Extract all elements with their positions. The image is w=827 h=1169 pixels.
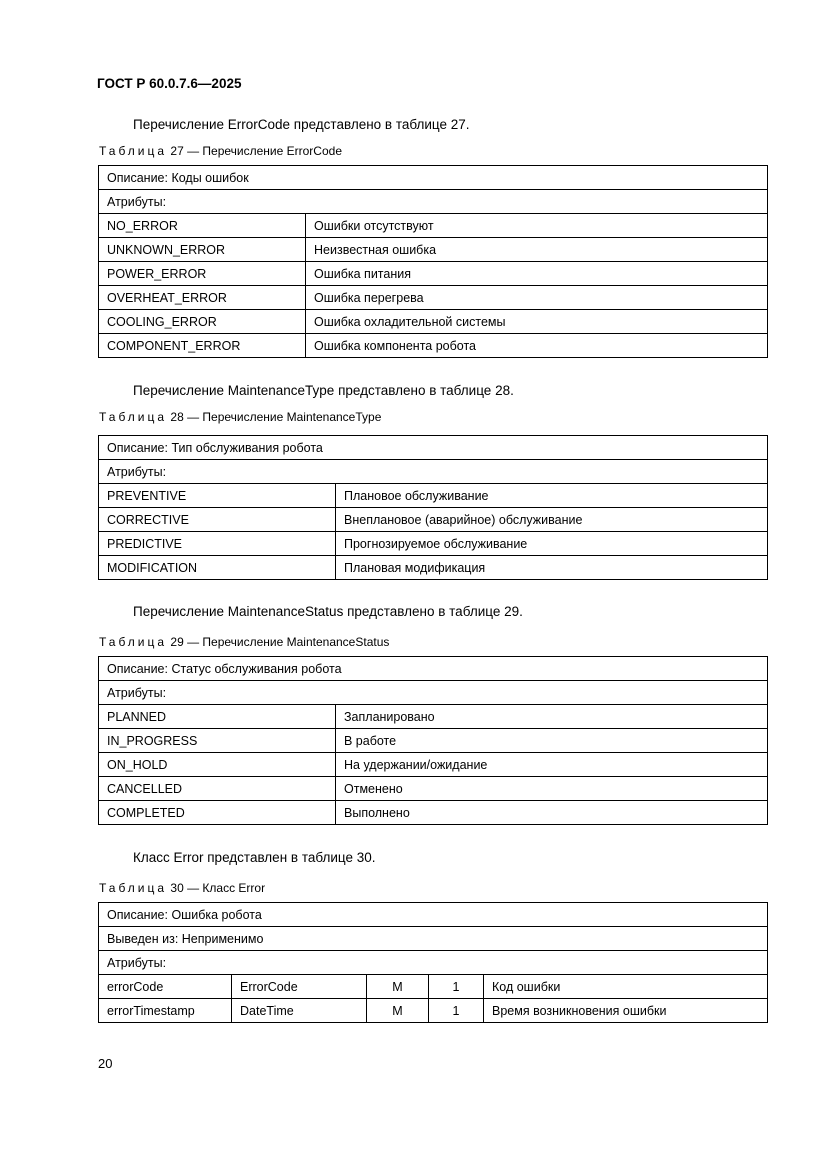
enum-value-cell: NO_ERROR	[99, 214, 306, 238]
table-row	[99, 951, 768, 975]
table-row	[99, 286, 768, 310]
attr-multiplicity-cell: 1	[429, 975, 484, 999]
table-row	[99, 975, 768, 999]
enum-value-cell: OVERHEAT_ERROR	[99, 286, 306, 310]
description-cell: Описание: Тип обслуживания робота	[99, 436, 768, 460]
table-row	[99, 999, 768, 1023]
attributes-label-cell: Атрибуты:	[99, 951, 768, 975]
table-row	[99, 753, 768, 777]
table-row	[99, 681, 768, 705]
caption-word: Таблица	[99, 881, 168, 895]
enum-value-cell: COOLING_ERROR	[99, 310, 306, 334]
table-row	[99, 214, 768, 238]
description-cell: Описание: Ошибка робота	[99, 903, 768, 927]
enum-value-cell: ON_HOLD	[99, 753, 336, 777]
enum-value-cell: IN_PROGRESS	[99, 729, 336, 753]
attr-obligation-cell: M	[367, 999, 429, 1023]
intro-table-27: Перечисление ErrorCode представлено в таблице 27.	[133, 117, 470, 132]
table-row	[99, 190, 768, 214]
table-row	[99, 801, 768, 825]
attr-name-cell: errorCode	[99, 975, 232, 999]
enum-desc-cell: Запланировано	[336, 705, 768, 729]
table-27	[98, 165, 768, 358]
table-row	[99, 705, 768, 729]
intro-table-30: Класс Error представлен в таблице 30.	[133, 850, 376, 865]
attr-name-cell: errorTimestamp	[99, 999, 232, 1023]
table-28	[98, 435, 768, 580]
table-row	[99, 532, 768, 556]
table-row	[99, 334, 768, 358]
enum-desc-cell: В работе	[336, 729, 768, 753]
enum-value-cell: CANCELLED	[99, 777, 336, 801]
table-row	[99, 777, 768, 801]
table-row	[99, 508, 768, 532]
enum-value-cell: MODIFICATION	[99, 556, 336, 580]
attr-desc-cell: Код ошибки	[484, 975, 768, 999]
caption-text: 29 — Перечисление MaintenanceStatus	[170, 635, 390, 649]
table-row	[99, 436, 768, 460]
enum-desc-cell: Ошибка охладительной системы	[306, 310, 768, 334]
intro-table-29: Перечисление MaintenanceStatus представлено в таблице 29.	[133, 604, 523, 619]
enum-value-cell: PREVENTIVE	[99, 484, 336, 508]
enum-desc-cell: Внеплановое (аварийное) обслуживание	[336, 508, 768, 532]
enum-value-cell: COMPONENT_ERROR	[99, 334, 306, 358]
caption-table-30	[99, 881, 265, 895]
enum-desc-cell: На удержании/ожидание	[336, 753, 768, 777]
enum-value-cell: UNKNOWN_ERROR	[99, 238, 306, 262]
table-row	[99, 460, 768, 484]
caption-table-28	[99, 410, 381, 424]
page-number: 20	[98, 1056, 113, 1071]
enum-desc-cell: Выполнено	[336, 801, 768, 825]
caption-text: 27 — Перечисление ErrorCode	[170, 144, 342, 158]
enum-value-cell: POWER_ERROR	[99, 262, 306, 286]
enum-desc-cell: Ошибка перегрева	[306, 286, 768, 310]
attributes-label-cell: Атрибуты:	[99, 681, 768, 705]
caption-word: Таблица	[99, 144, 168, 158]
table-row	[99, 166, 768, 190]
table-row	[99, 238, 768, 262]
table-row	[99, 903, 768, 927]
table-29	[98, 656, 768, 825]
attributes-label-cell: Атрибуты:	[99, 190, 768, 214]
enum-desc-cell: Плановая модификация	[336, 556, 768, 580]
description-cell: Описание: Статус обслуживания робота	[99, 657, 768, 681]
caption-table-27	[99, 144, 342, 158]
attr-desc-cell: Время возникновения ошибки	[484, 999, 768, 1023]
attr-type-cell: DateTime	[232, 999, 367, 1023]
table-row	[99, 556, 768, 580]
table-30	[98, 902, 768, 1023]
enum-value-cell: PLANNED	[99, 705, 336, 729]
caption-word: Таблица	[99, 635, 168, 649]
enum-value-cell: COMPLETED	[99, 801, 336, 825]
table-row	[99, 927, 768, 951]
attr-obligation-cell: M	[367, 975, 429, 999]
attr-type-cell: ErrorCode	[232, 975, 367, 999]
enum-value-cell: CORRECTIVE	[99, 508, 336, 532]
enum-desc-cell: Прогнозируемое обслуживание	[336, 532, 768, 556]
caption-word: Таблица	[99, 410, 168, 424]
enum-desc-cell: Плановое обслуживание	[336, 484, 768, 508]
table-row	[99, 729, 768, 753]
enum-desc-cell: Ошибки отсутствуют	[306, 214, 768, 238]
table-row	[99, 657, 768, 681]
table-row	[99, 484, 768, 508]
description-cell: Описание: Коды ошибок	[99, 166, 768, 190]
derived-cell: Выведен из: Неприменимо	[99, 927, 768, 951]
attr-multiplicity-cell: 1	[429, 999, 484, 1023]
enum-desc-cell: Отменено	[336, 777, 768, 801]
enum-desc-cell: Ошибка питания	[306, 262, 768, 286]
intro-table-28: Перечисление MaintenanceType представлено в таблице 28.	[133, 383, 514, 398]
caption-text: 28 — Перечисление MaintenanceType	[170, 410, 382, 424]
enum-desc-cell: Неизвестная ошибка	[306, 238, 768, 262]
attributes-label-cell: Атрибуты:	[99, 460, 768, 484]
document-header: ГОСТ Р 60.0.7.6—2025	[97, 76, 242, 91]
caption-text: 30 — Класс Error	[170, 881, 266, 895]
enum-value-cell: PREDICTIVE	[99, 532, 336, 556]
caption-table-29	[99, 635, 389, 649]
table-row	[99, 310, 768, 334]
enum-desc-cell: Ошибка компонента робота	[306, 334, 768, 358]
table-row	[99, 262, 768, 286]
